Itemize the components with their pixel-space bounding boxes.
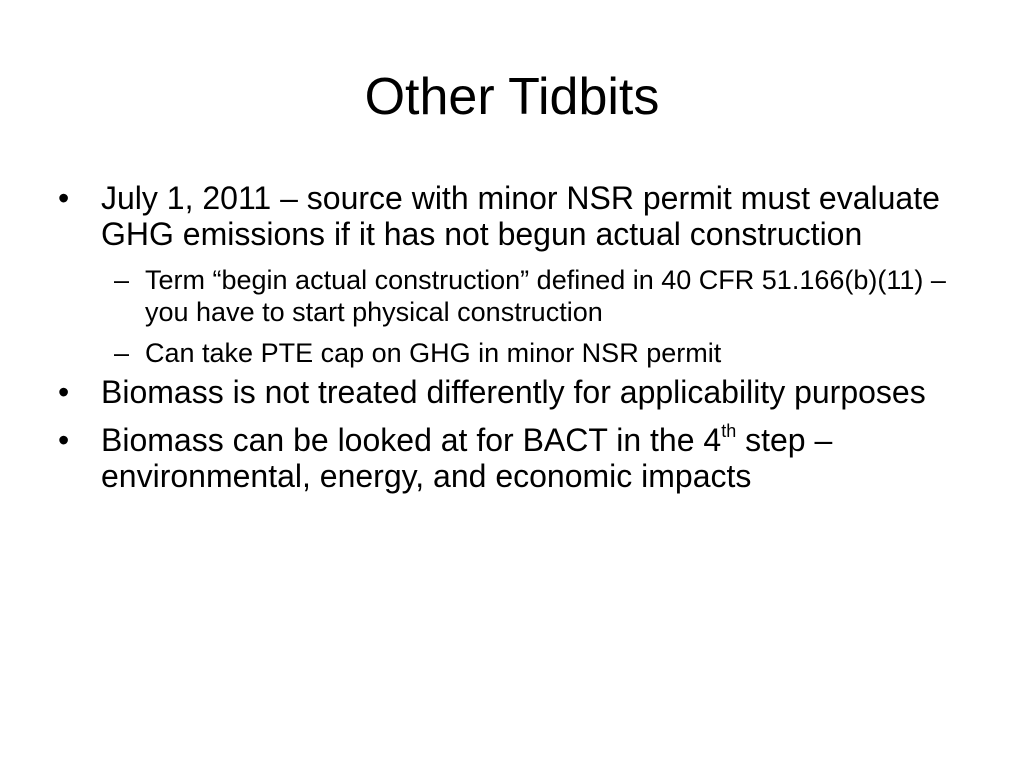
slide-body — [58, 180, 973, 506]
subbullet-text-2: Can take PTE cap on GHG in minor NSR permit — [145, 338, 722, 368]
bullet-text-1: July 1, 2011 – source with minor NSR permit must evaluate GHG emissions if it has not begun actual construction — [101, 180, 940, 252]
subbullet-text-1: Term “begin actual construction” defined in 40 CFR 51.166(b)(11) – you have to start physical construction — [145, 265, 946, 327]
bullet-text-3-start: Biomass can be looked at for BACT in the 4 — [101, 422, 722, 458]
dash-icon: – — [114, 338, 130, 368]
subbullet-item-2 — [58, 337, 973, 369]
bullet-item-2 — [58, 374, 973, 410]
bullet-text-3-end: step – environmental, energy, and economic impacts — [101, 422, 833, 494]
dash-icon: – — [114, 265, 130, 295]
subbullet-item-1 — [58, 264, 973, 328]
bullet-icon: • — [58, 180, 70, 216]
bullet-icon: • — [58, 374, 70, 410]
slide-title: Other Tidbits — [364, 68, 660, 126]
bullet-item-1 — [58, 180, 973, 252]
bullet-icon: • — [58, 422, 70, 458]
bullet-text-2: Biomass is not treated differently for applicability purposes — [101, 374, 926, 410]
bullet-item-3 — [58, 422, 973, 494]
ordinal-superscript: th — [721, 421, 737, 441]
